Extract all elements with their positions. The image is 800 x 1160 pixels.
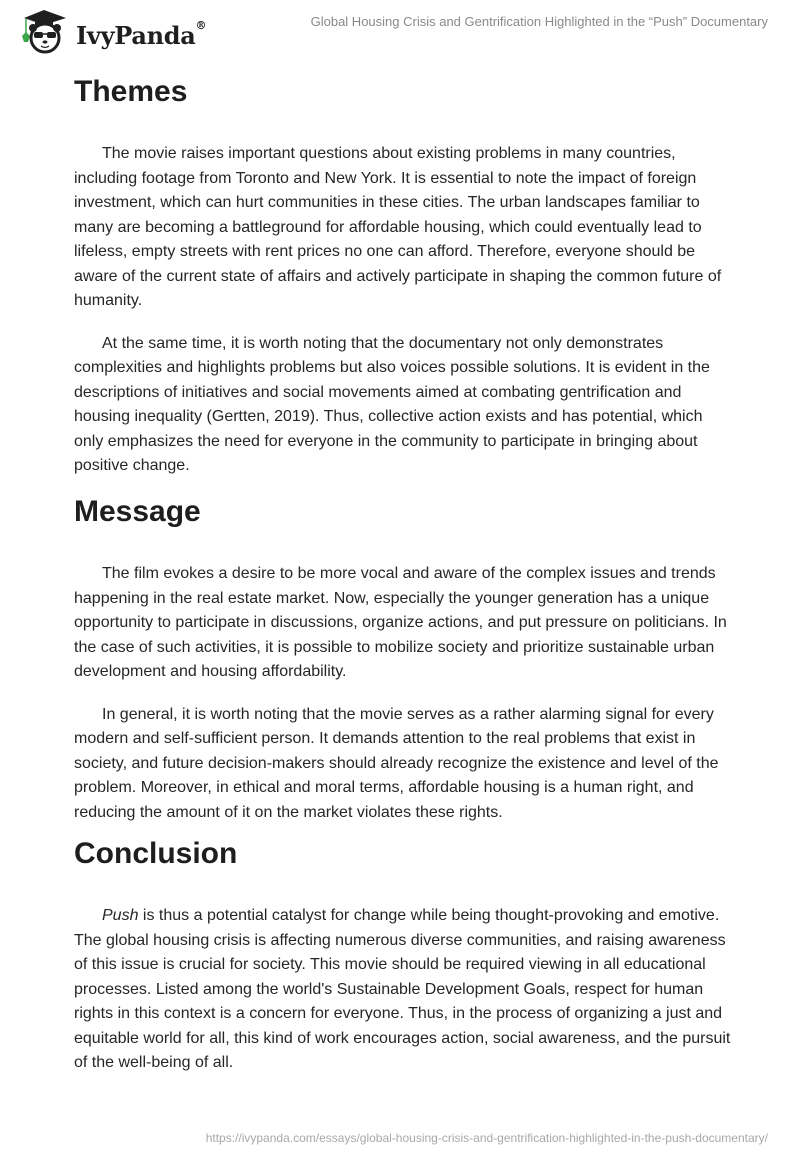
section-heading: Themes: [74, 75, 188, 108]
paragraph: At the same time, it is worth noting that the documentary not only demonstrates complexities and highlights problems but also voices possible solutions. It is evident in the descriptions of initiatives and social movements aimed at combating gentrification and housing inequality (Gertten, 2019). Thus, collective action exists and has potential, which only emphasizes the need for everyone in the community to participate in bringing about positive change.: [74, 334, 710, 474]
section-message: [74, 490, 734, 825]
section-heading: Conclusion: [74, 837, 238, 870]
panda-graduate-icon: [18, 8, 70, 59]
paragraph: The movie raises important questions about existing problems in many countries, including footage from Toronto and New York. It is essential to note the impact of foreign investment, which can hurt communities in these cities. The urban landscapes familiar to many are becoming a battleground for affordable housing, which could eventually lead to lifeless, empty streets with rent prices no one can afford. Therefore, everyone should be aware of the current state of affairs and actively participate in shaping the common future of humanity.: [74, 145, 722, 309]
film-title: Push: [102, 907, 139, 924]
paragraph: The film evokes a desire to be more vocal and aware of the complex issues and trends happening in the real estate market. Now, especially the younger generation has a unique opportunity to participate in discussions, organize actions, and put pressure on politicians. In the case of such activities, it is possible to mobilize society and prioritize sustainable urban development and housing affordability.: [74, 565, 727, 680]
logo-text: IvyPanda®: [76, 19, 207, 50]
section-themes: [74, 70, 734, 479]
page-header: [0, 0, 800, 60]
section-heading: Message: [74, 495, 201, 528]
source-url[interactable]: https://ivypanda.com/essays/global-housing-crisis-and-gentrification-highlighted-in-the-push-documentary/: [205, 1131, 768, 1145]
paragraph: In general, it is worth noting that the movie serves as a rather alarming signal for every modern and self-sufficient person. It demands attention to the real problems that exist in society, and future decision-makers should already recognize the existence and level of the problem. Moreover, in ethical and moral terms, affordable housing is a human right, and reducing the amount of it on the market violates these rights.: [74, 705, 719, 821]
section-conclusion: [74, 832, 734, 1076]
document-title: Global Housing Crisis and Gentrification Highlighted in the “Push” Documentary: [310, 14, 768, 29]
ivypanda-logo[interactable]: [18, 8, 206, 59]
paragraph: Push is thus a potential catalyst for change while being thought-provoking and emotive. The global housing crisis is affecting numerous diverse communities, and raising awareness of this issue is crucial for society. This movie should be required viewing in all educational processes. Listed among the world's Sustainable Development Goals, respect for human rights in this context is a concern for everyone. Thus, in the process of organizing a just and equitable world for all, this kind of work encourages action, social awareness, and the pursuit of the well-being of all.: [74, 907, 731, 1071]
